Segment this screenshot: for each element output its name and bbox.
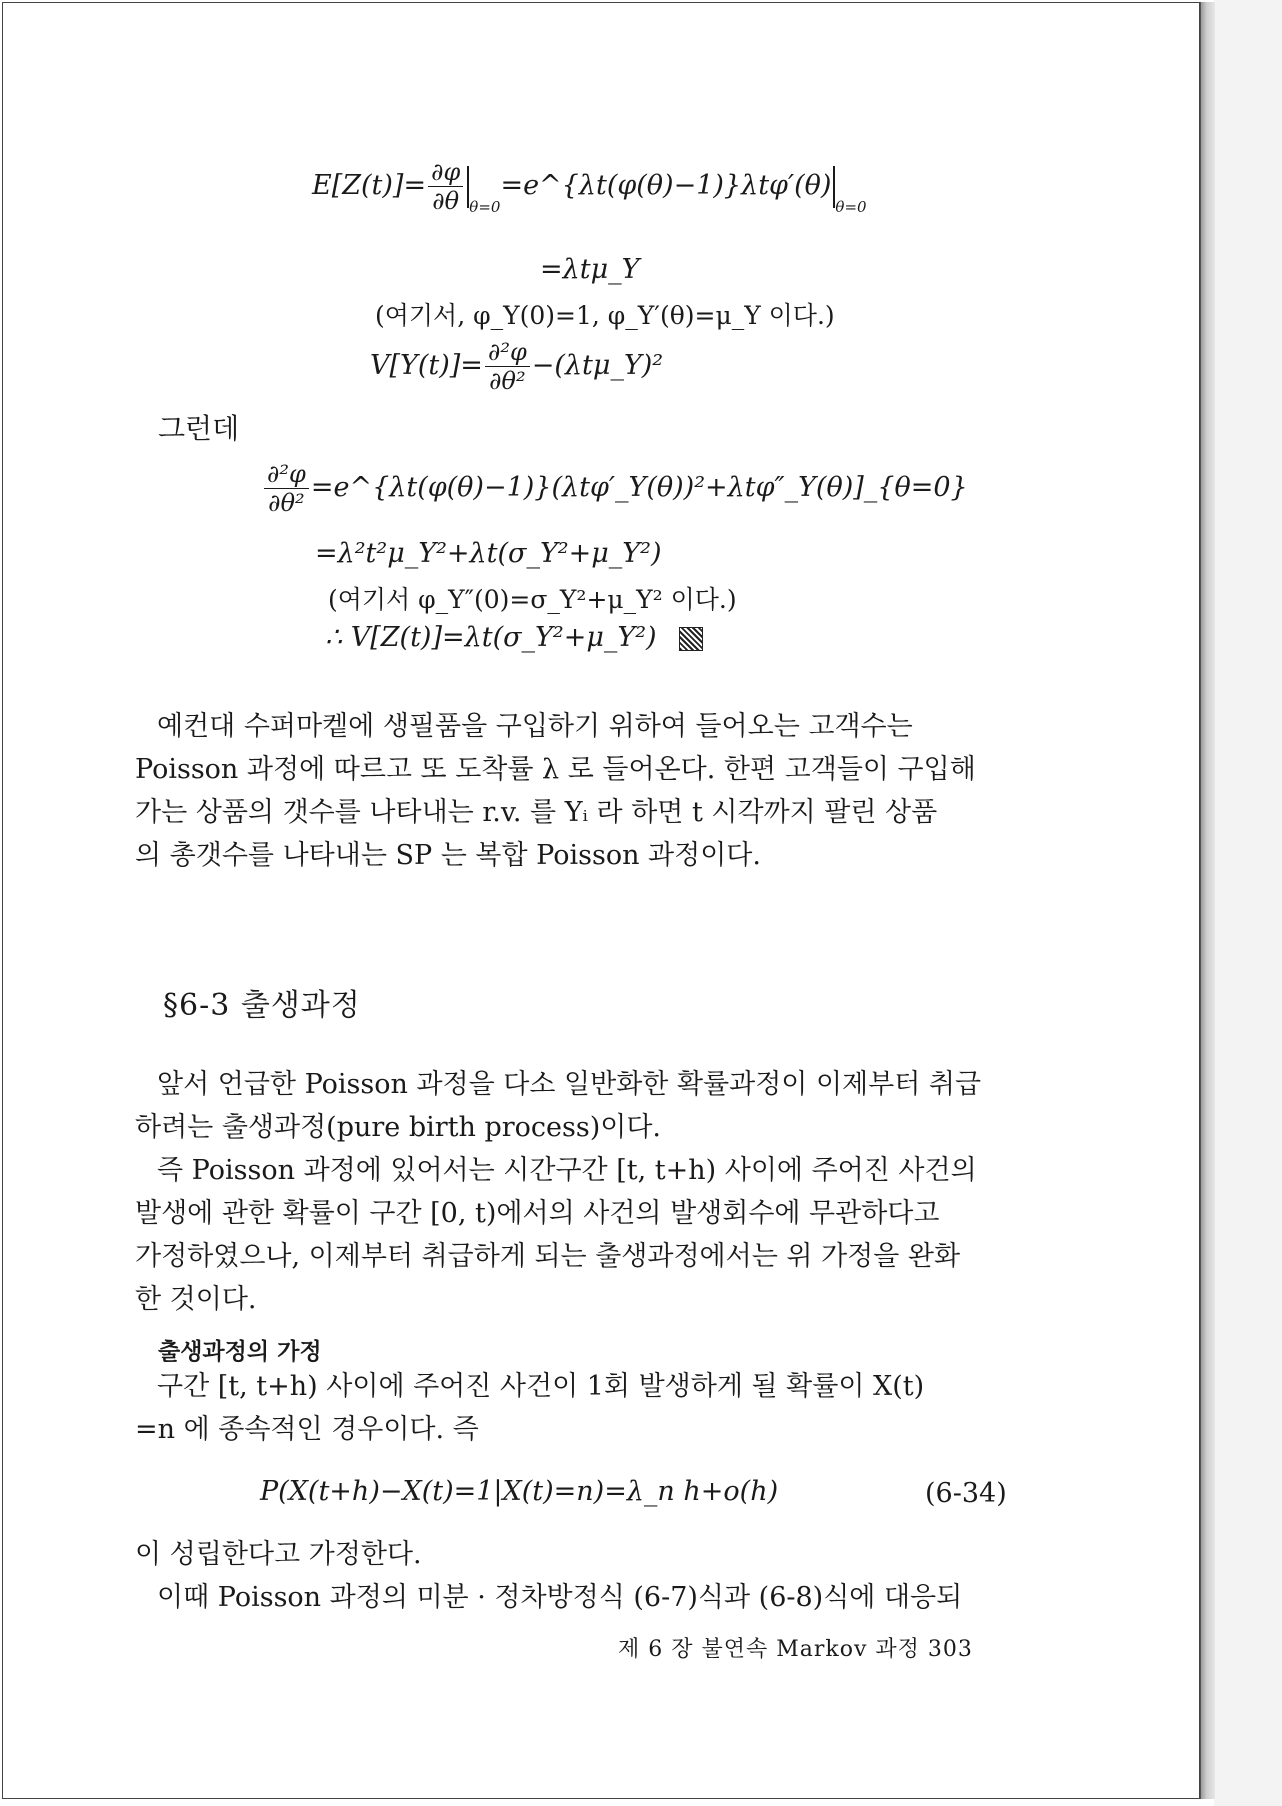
ez-fraction — [428, 160, 463, 213]
ez-denominator: ∂θ — [432, 187, 460, 215]
vy-fraction — [485, 340, 530, 393]
vy-denominator: ∂θ² — [489, 367, 526, 395]
equation-d2 — [262, 462, 968, 515]
ez-numerator: ∂φ — [428, 160, 463, 187]
example-line-1: 예컨대 수퍼마켙에 생필품을 구입하기 위하여 들어오는 고객수는 — [157, 711, 913, 742]
intro-line-3: 즉 Poisson 과정에 있어서는 시간구간 [t, t+h) 사이에 주어진 사건의 — [157, 1155, 977, 1186]
assumption-line-1: 구간 [t, t+h) 사이에 주어진 사건이 1회 발생하게 될 확률이 X(t) — [157, 1371, 925, 1402]
after-line-1: 이 성립한다고 가정한다. — [135, 1539, 422, 1570]
paragraph-after — [135, 1533, 962, 1619]
paragraph-assumption — [135, 1365, 924, 1451]
equation-d2-line2: =λ²t²μ_Y²+λt(σ_Y²+μ_Y²) — [315, 538, 662, 569]
vy-lhs: V[Y(t)]= — [370, 350, 483, 381]
d2-numerator: ∂²φ — [264, 462, 309, 489]
equation-ez — [312, 160, 867, 215]
paragraph-example — [135, 705, 976, 877]
intro-line-5: 가정하였으나, 이제부터 취급하게 되는 출생과정에서는 위 가정을 완화 — [135, 1241, 961, 1272]
assumption-line-2: =n 에 종속적인 경우이다. 즉 — [135, 1414, 479, 1445]
qed-box-icon — [679, 627, 703, 651]
d2-rhs: =e^{λt(φ(θ)−1)}(λtφ′_Y(θ))²+λtφ″_Y(θ)]_{θ=0} — [310, 472, 968, 503]
note-1: (여기서, φ_Y(0)=1, φ_Y′(θ)=μ_Y 이다.) — [375, 301, 835, 330]
equation-6-34: P(X(t+h)−X(t)=1|X(t)=n)=λ_n h+o(h) — [260, 1476, 779, 1507]
ez-subscript-2: θ=0 — [835, 198, 867, 216]
note-2: (여기서 φ_Y″(0)=σ_Y²+μ_Y² 이다.) — [328, 585, 737, 614]
example-line-3: 가는 상품의 갯수를 나타내는 r.v. 를 Yᵢ 라 하면 t 시각까지 팔린 상품 — [135, 797, 938, 828]
example-line-4: 의 총갯수를 나타내는 SP 는 복합 Poisson 과정이다. — [135, 840, 761, 871]
background-right — [1214, 0, 1282, 1806]
intro-line-1: 앞서 언급한 Poisson 과정을 다소 일반화한 확률과정이 이제부터 취급 — [157, 1069, 982, 1100]
ez-subscript: θ=0 — [469, 198, 501, 216]
intro-line-2: 하려는 출생과정(pure birth process)이다. — [135, 1112, 662, 1143]
ez-lhs: E[Z(t)]= — [312, 170, 427, 201]
vy-numerator: ∂²φ — [485, 340, 530, 367]
example-line-2: Poisson 과정에 따르고 또 도착률 λ 로 들어온다. 한편 고객들이 구입해 — [135, 754, 976, 785]
text-geureonde: 그런데 — [158, 412, 240, 445]
equation-number: (6-34) — [925, 1478, 1007, 1509]
equation-ez-line2: =λtμ_Y — [540, 254, 640, 285]
intro-line-4: 발생에 관한 확률이 구간 [0, t)에서의 사건의 발생회수에 무관하다고 — [135, 1198, 940, 1229]
equation-vy — [370, 340, 663, 393]
after-line-2: 이때 Poisson 과정의 미분 · 정차방정식 (6-7)식과 (6-8)식에 대응되 — [157, 1582, 963, 1613]
paragraph-intro — [135, 1063, 981, 1321]
equation-vz — [325, 624, 703, 651]
vz-text: ∴ V[Z(t)]=λt(σ_Y²+μ_Y²) — [325, 622, 657, 653]
page-edge — [1200, 2, 1215, 1799]
d2-denominator: ∂θ² — [268, 489, 305, 517]
intro-line-6: 한 것이다. — [135, 1284, 257, 1315]
ez-rhs: =e^{λt(φ(θ)−1)}λtφ′(θ) — [500, 170, 832, 201]
d2-fraction — [264, 462, 309, 515]
page-footer: 제 6 장 불연속 Markov 과정 303 — [618, 1637, 973, 1662]
vy-rhs: −(λtμ_Y)² — [531, 350, 664, 381]
assumption-label: 출생과정의 가정 — [158, 1339, 322, 1365]
section-heading: §6-3 출생과정 — [163, 988, 361, 1023]
